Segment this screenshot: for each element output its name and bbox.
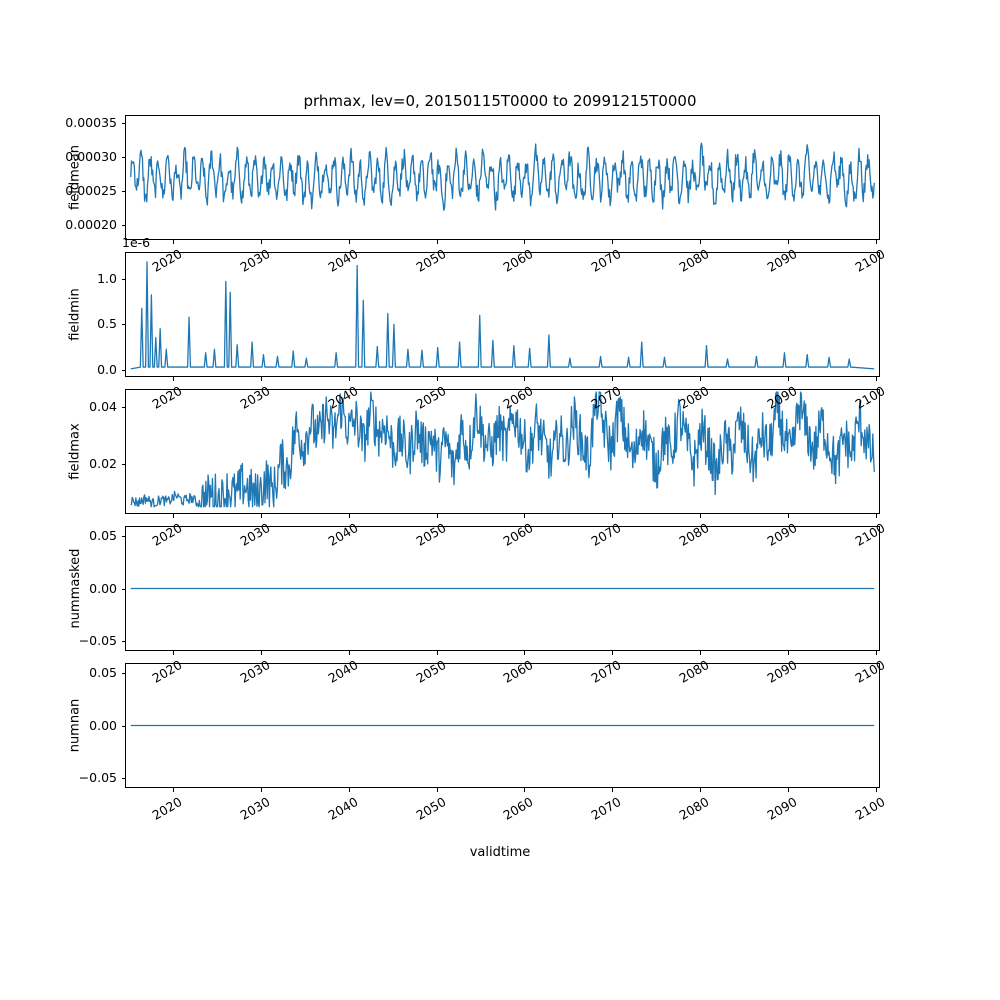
x-tick-label: 2060	[500, 246, 536, 275]
y-tick-label: 0.04	[89, 398, 117, 414]
x-tick-label: 2090	[764, 383, 800, 412]
x-tick-label: 2100	[852, 383, 888, 412]
x-tick-mark	[700, 651, 701, 655]
x-tick-mark	[173, 514, 174, 518]
x-tick-mark	[173, 651, 174, 655]
x-tick-mark	[349, 377, 350, 381]
x-tick-mark	[788, 240, 789, 244]
y-tick-mark	[122, 726, 126, 727]
y-tick-mark	[122, 279, 126, 280]
y-tick-label: 0.05	[89, 528, 117, 544]
figure-title: prhmax, lev=0, 20150115T0000 to 20991215T0000	[303, 92, 697, 110]
x-tick-label: 2080	[676, 520, 712, 549]
x-tick-label: 2090	[764, 520, 800, 549]
x-tick-label: 2020	[149, 794, 185, 823]
y-tick-label: 0.00035	[65, 115, 117, 131]
ylabel-nummasked: nummasked	[68, 548, 83, 629]
y-tick-mark	[122, 123, 126, 124]
y-tick-mark	[122, 641, 126, 642]
x-tick-mark	[700, 788, 701, 792]
x-tick-mark	[876, 788, 877, 792]
x-tick-mark	[524, 514, 525, 518]
x-tick-label: 2060	[500, 383, 536, 412]
x-tick-mark	[876, 651, 877, 655]
y-tick-label: −0.05	[78, 632, 117, 648]
x-tick-mark	[173, 240, 174, 244]
x-tick-mark	[788, 651, 789, 655]
panel-fieldmean	[125, 115, 880, 240]
x-tick-label: 2050	[413, 657, 449, 686]
x-tick-mark	[437, 788, 438, 792]
y-tick-mark	[122, 191, 126, 192]
x-tick-label: 2100	[852, 657, 888, 686]
x-tick-label: 2060	[500, 520, 536, 549]
x-tick-label: 2050	[413, 246, 449, 275]
x-tick-label: 2040	[325, 246, 361, 275]
x-tick-label: 2100	[852, 246, 888, 275]
x-tick-mark	[437, 514, 438, 518]
x-tick-label: 2070	[588, 246, 624, 275]
x-tick-label: 2100	[852, 794, 888, 823]
fieldmean-plot-line	[126, 116, 879, 239]
x-tick-mark	[700, 514, 701, 518]
x-tick-label: 2030	[237, 383, 273, 412]
x-tick-label: 2020	[149, 246, 185, 275]
x-tick-mark	[349, 651, 350, 655]
x-tick-mark	[349, 240, 350, 244]
y-tick-mark	[122, 407, 126, 408]
x-tick-label: 2020	[149, 383, 185, 412]
x-tick-mark	[788, 514, 789, 518]
x-tick-label: 2090	[764, 657, 800, 686]
x-tick-mark	[261, 651, 262, 655]
y-tick-mark	[122, 370, 126, 371]
x-tick-mark	[261, 514, 262, 518]
y-tick-label: 0.00020	[65, 217, 117, 233]
x-tick-mark	[524, 377, 525, 381]
x-tick-mark	[261, 377, 262, 381]
x-tick-mark	[612, 651, 613, 655]
x-tick-label: 2030	[237, 246, 273, 275]
x-tick-label: 2030	[237, 657, 273, 686]
x-tick-label: 2060	[500, 657, 536, 686]
x-tick-mark	[437, 240, 438, 244]
ylabel-numnan: numnan	[67, 698, 83, 753]
x-tick-mark	[700, 377, 701, 381]
x-tick-mark	[173, 377, 174, 381]
y-tick-mark	[122, 464, 126, 465]
x-tick-mark	[349, 514, 350, 518]
x-tick-mark	[612, 240, 613, 244]
x-tick-label: 2060	[500, 794, 536, 823]
x-tick-label: 2050	[413, 520, 449, 549]
y-tick-label: 0.5	[97, 316, 117, 332]
y-tick-mark	[122, 673, 126, 674]
y-tick-label: 0.0	[97, 361, 117, 377]
y-tick-label: −0.05	[78, 769, 117, 785]
x-tick-label: 2090	[764, 246, 800, 275]
x-tick-mark	[876, 377, 877, 381]
y-tick-mark	[122, 324, 126, 325]
x-tick-label: 2070	[588, 794, 624, 823]
y-tick-label: 0.02	[89, 456, 117, 472]
x-tick-mark	[876, 240, 877, 244]
x-tick-label: 2020	[149, 520, 185, 549]
x-tick-label: 2070	[588, 657, 624, 686]
x-tick-label: 2090	[764, 794, 800, 823]
y-tick-label: 0.00025	[65, 183, 117, 199]
y-tick-label: 1.0	[97, 271, 117, 287]
ylabel-fieldmean: fieldmean	[67, 145, 83, 210]
x-tick-mark	[437, 377, 438, 381]
y-tick-mark	[122, 536, 126, 537]
x-tick-label: 2030	[237, 794, 273, 823]
x-tick-label: 2070	[588, 383, 624, 412]
x-tick-label: 2040	[325, 794, 361, 823]
x-tick-mark	[612, 788, 613, 792]
x-tick-label: 2070	[588, 520, 624, 549]
xlabel-validtime: validtime	[469, 845, 531, 860]
x-tick-mark	[349, 788, 350, 792]
x-tick-mark	[261, 240, 262, 244]
y-tick-mark	[122, 157, 126, 158]
x-tick-mark	[788, 377, 789, 381]
x-tick-mark	[437, 651, 438, 655]
x-tick-mark	[612, 514, 613, 518]
y-tick-label: 0.00	[89, 717, 117, 733]
y-tick-label: 0.00030	[65, 149, 117, 165]
ylabel-fieldmin: fieldmin	[67, 288, 83, 341]
x-tick-label: 2080	[676, 657, 712, 686]
x-tick-label: 2080	[676, 794, 712, 823]
y-tick-label: 0.00	[89, 580, 117, 596]
y-tick-mark	[122, 778, 126, 779]
x-tick-mark	[524, 651, 525, 655]
ylabel-fieldmax: fieldmax	[67, 423, 83, 480]
y-tick-label: 0.05	[89, 665, 117, 681]
x-tick-label: 2080	[676, 383, 712, 412]
x-tick-label: 2040	[325, 383, 361, 412]
x-tick-mark	[700, 240, 701, 244]
y-tick-mark	[122, 589, 126, 590]
x-tick-mark	[524, 788, 525, 792]
x-tick-mark	[788, 788, 789, 792]
x-tick-label: 2050	[413, 794, 449, 823]
x-tick-mark	[261, 788, 262, 792]
x-tick-label: 2020	[149, 657, 185, 686]
x-tick-label: 2050	[413, 383, 449, 412]
x-tick-mark	[876, 514, 877, 518]
x-tick-label: 2040	[325, 520, 361, 549]
fieldmin-axis-offset-text: 1e-6	[122, 235, 151, 250]
x-tick-label: 2030	[237, 520, 273, 549]
x-tick-mark	[524, 240, 525, 244]
x-tick-label: 2100	[852, 520, 888, 549]
y-tick-mark	[122, 225, 126, 226]
x-tick-mark	[173, 788, 174, 792]
x-tick-label: 2040	[325, 657, 361, 686]
x-tick-mark	[612, 377, 613, 381]
x-tick-label: 2080	[676, 246, 712, 275]
